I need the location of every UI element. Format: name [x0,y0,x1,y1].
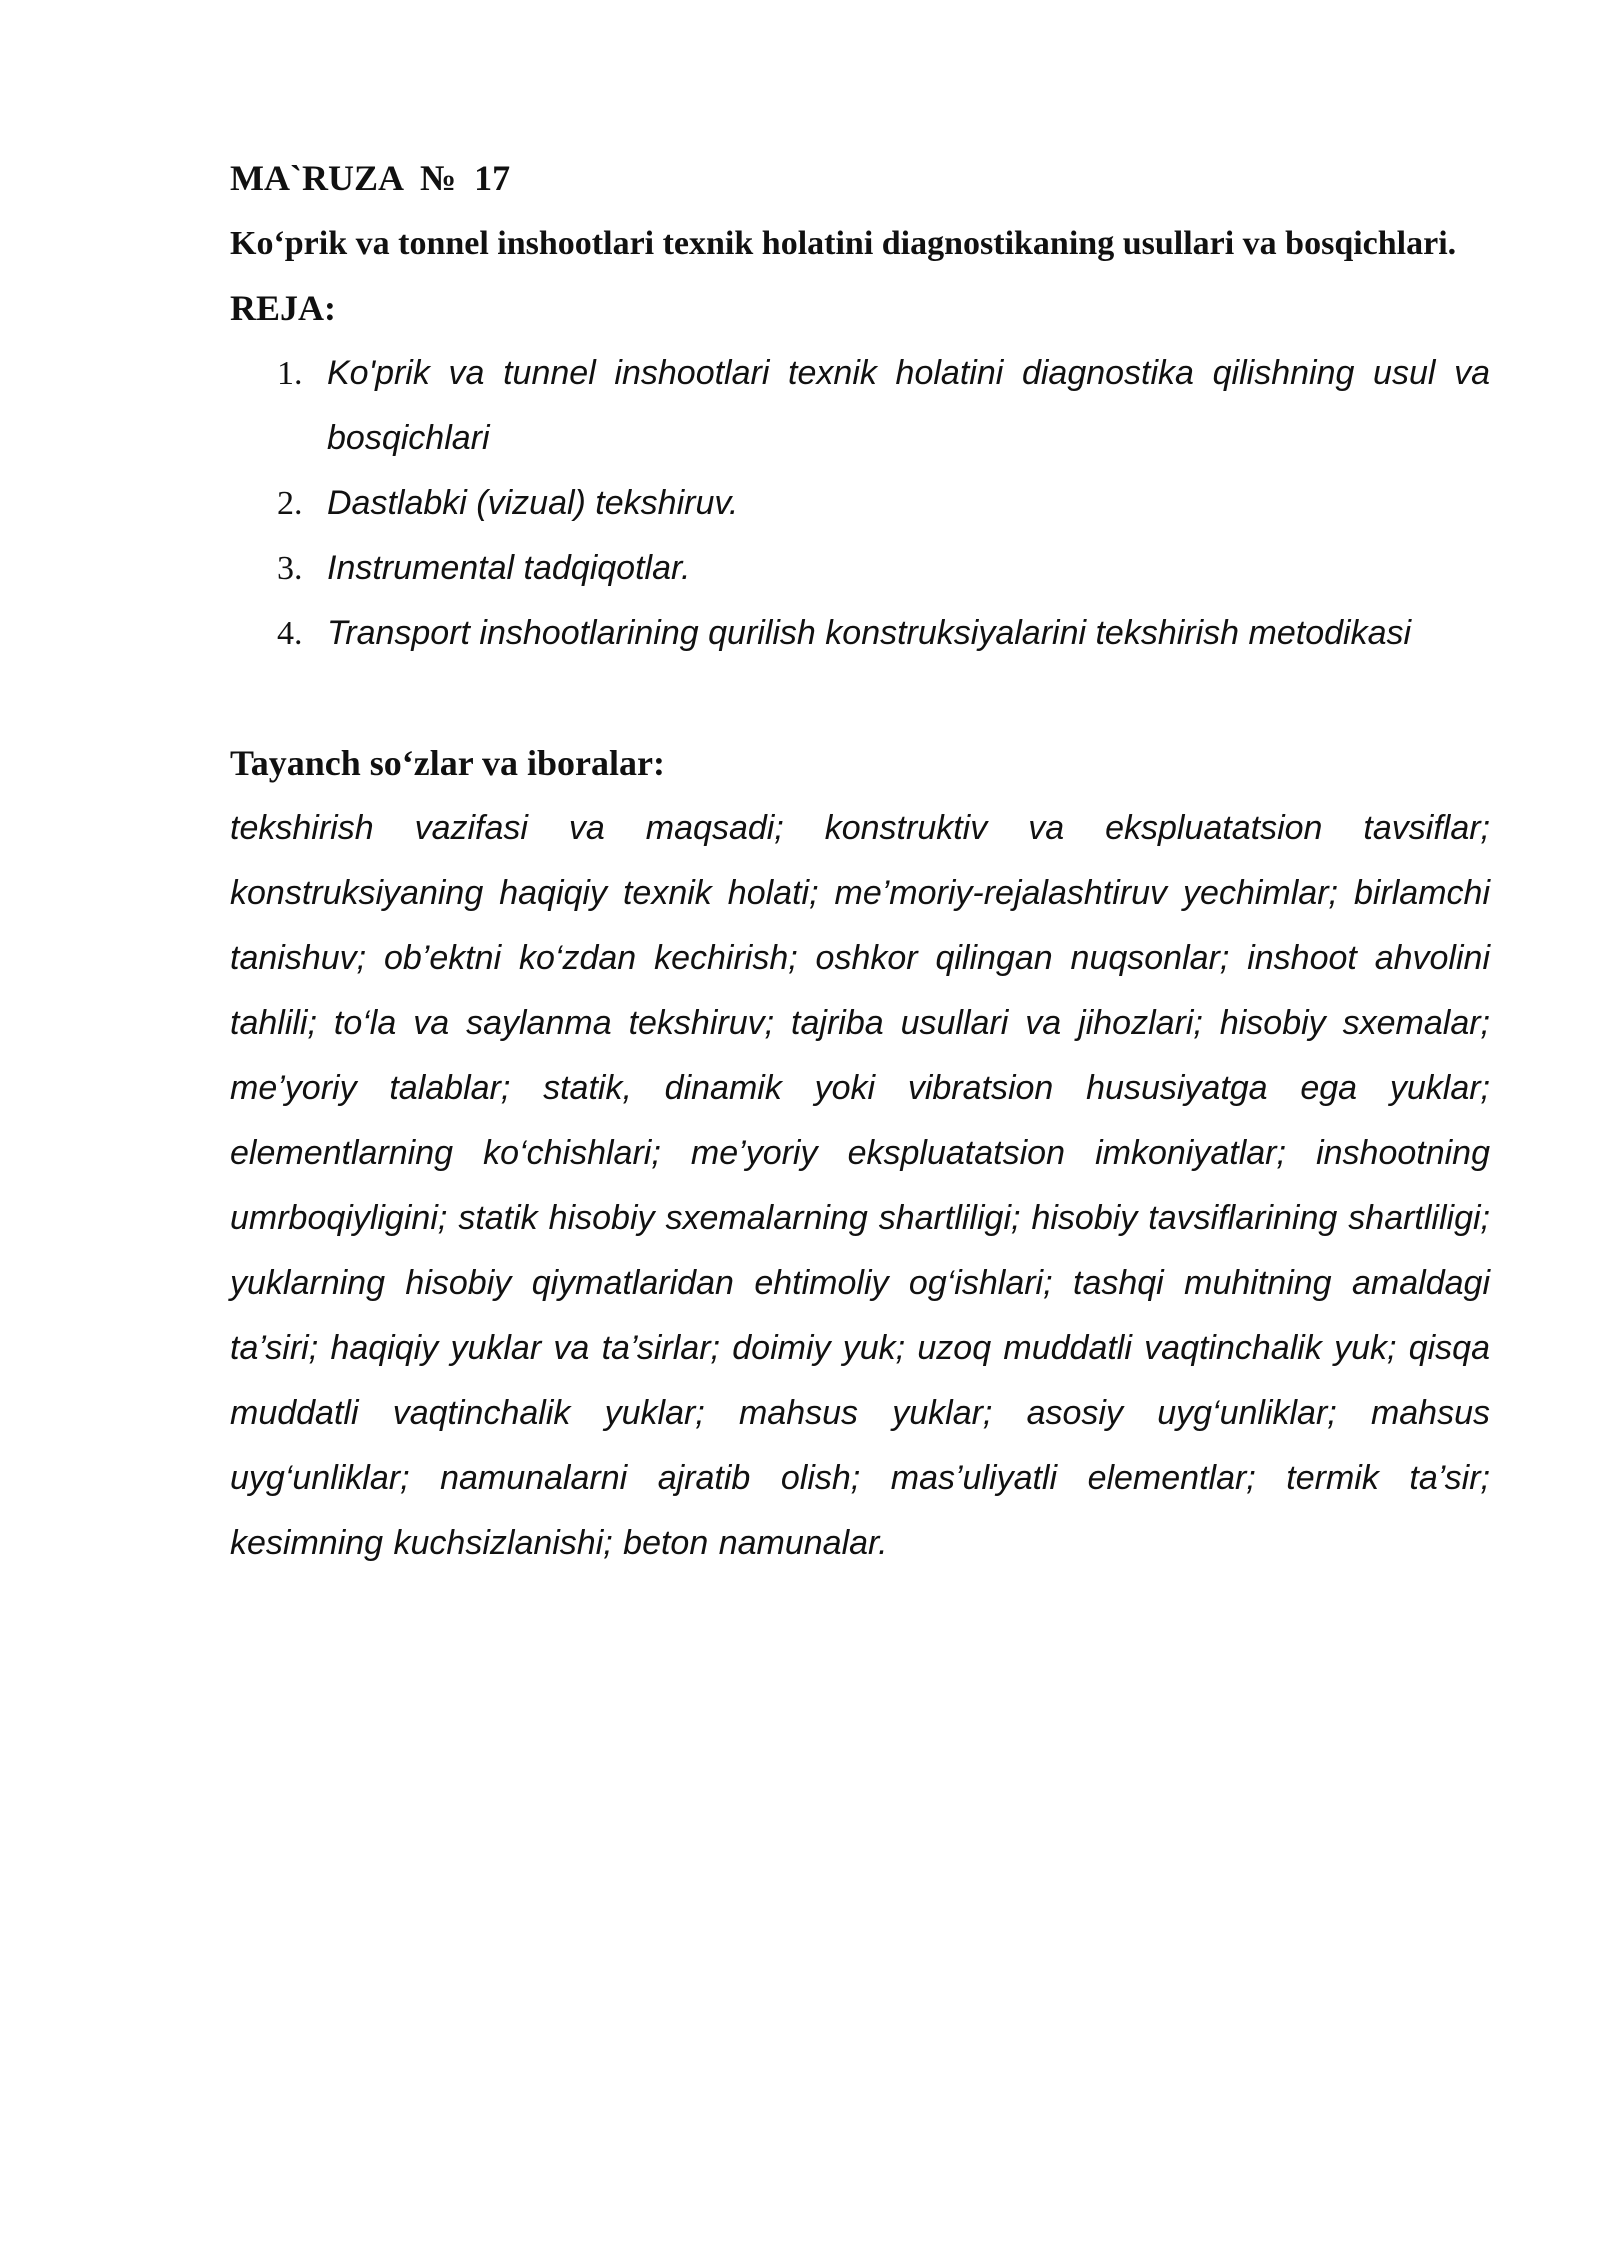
plan-item-number: 1. [277,355,303,392]
keywords-heading: Tayanch so‘zlar va iboralar: [230,743,666,783]
lecture-title: Ko‘prik va tonnel inshootlari texnik holatini diagnostikaning usullari va bosqichlari. [230,225,1457,262]
plan-item [230,536,1490,601]
section-spacer [230,666,1490,731]
plan-item-text: Dastlabki (vizual) tekshiruv. [327,484,739,522]
plan-item-number: 2. [277,485,303,522]
keywords-text: tekshirish vazifasi va maqsadi; konstruktiv va ekspluatatsion tavsiflar; konstruksiyaning haqiqiy texnik holati; me’moriy-rejalashtiruv yechimlar; birlamchi tanishuv; ob’ektni ko‘zdan kechirish; oshkor qilingan nuqsonlar; inshoot ahvolini tahlili; to‘la va saylanma tekshiruv; tajriba usullari va jihozlari; hisobiy sxemalar; me’yoriy talablar; statik, dinamik yoki vibratsion hususiyatga ega yuklar; elementlarning ko‘chishlari; me’yoriy ekspluatatsion imkoniyatlar; inshootning umrboqiyligini; statik hisobiy sxemalarning shartliligi; hisobiy tavsiflarining shartliligi; yuklarning hisobiy qiymatlaridan ehtimoliy og‘ishlari; tashqi muhitning amaldagi ta’siri; haqiqiy yuklar va ta’sirlar; doimiy yuk; uzoq muddatli vaqtinchalik yuk; qisqa muddatli vaqtinchalik yuklar; mahsus yuklar; asosiy uyg‘unliklar; mahsus uyg‘unliklar; namunalarni ajratib olish; mas’uliyatli elementlar; termik ta’sir; kesimning kuchsizlanishi; beton namunalar. [230,809,1490,1562]
plan-heading: REJA: [230,288,336,328]
plan-item [230,341,1490,471]
plan-item-text: Instrumental tadqiqotlar. [327,549,691,587]
plan-item-text: Ko'prik va tunnel inshootlari texnik holatini diagnostika qilishning usul va bosqichlari [327,354,1490,457]
plan-item-number: 4. [277,615,303,652]
document-page [230,146,1490,1576]
plan-item-text: Transport inshootlarining qurilish konstruksiyalarini tekshirish metodikasi [327,614,1412,652]
plan-list [230,341,1490,666]
plan-item [230,471,1490,536]
plan-item [230,601,1490,666]
plan-item-number: 3. [277,550,303,587]
lecture-number: MA`RUZA № 17 [230,158,511,198]
